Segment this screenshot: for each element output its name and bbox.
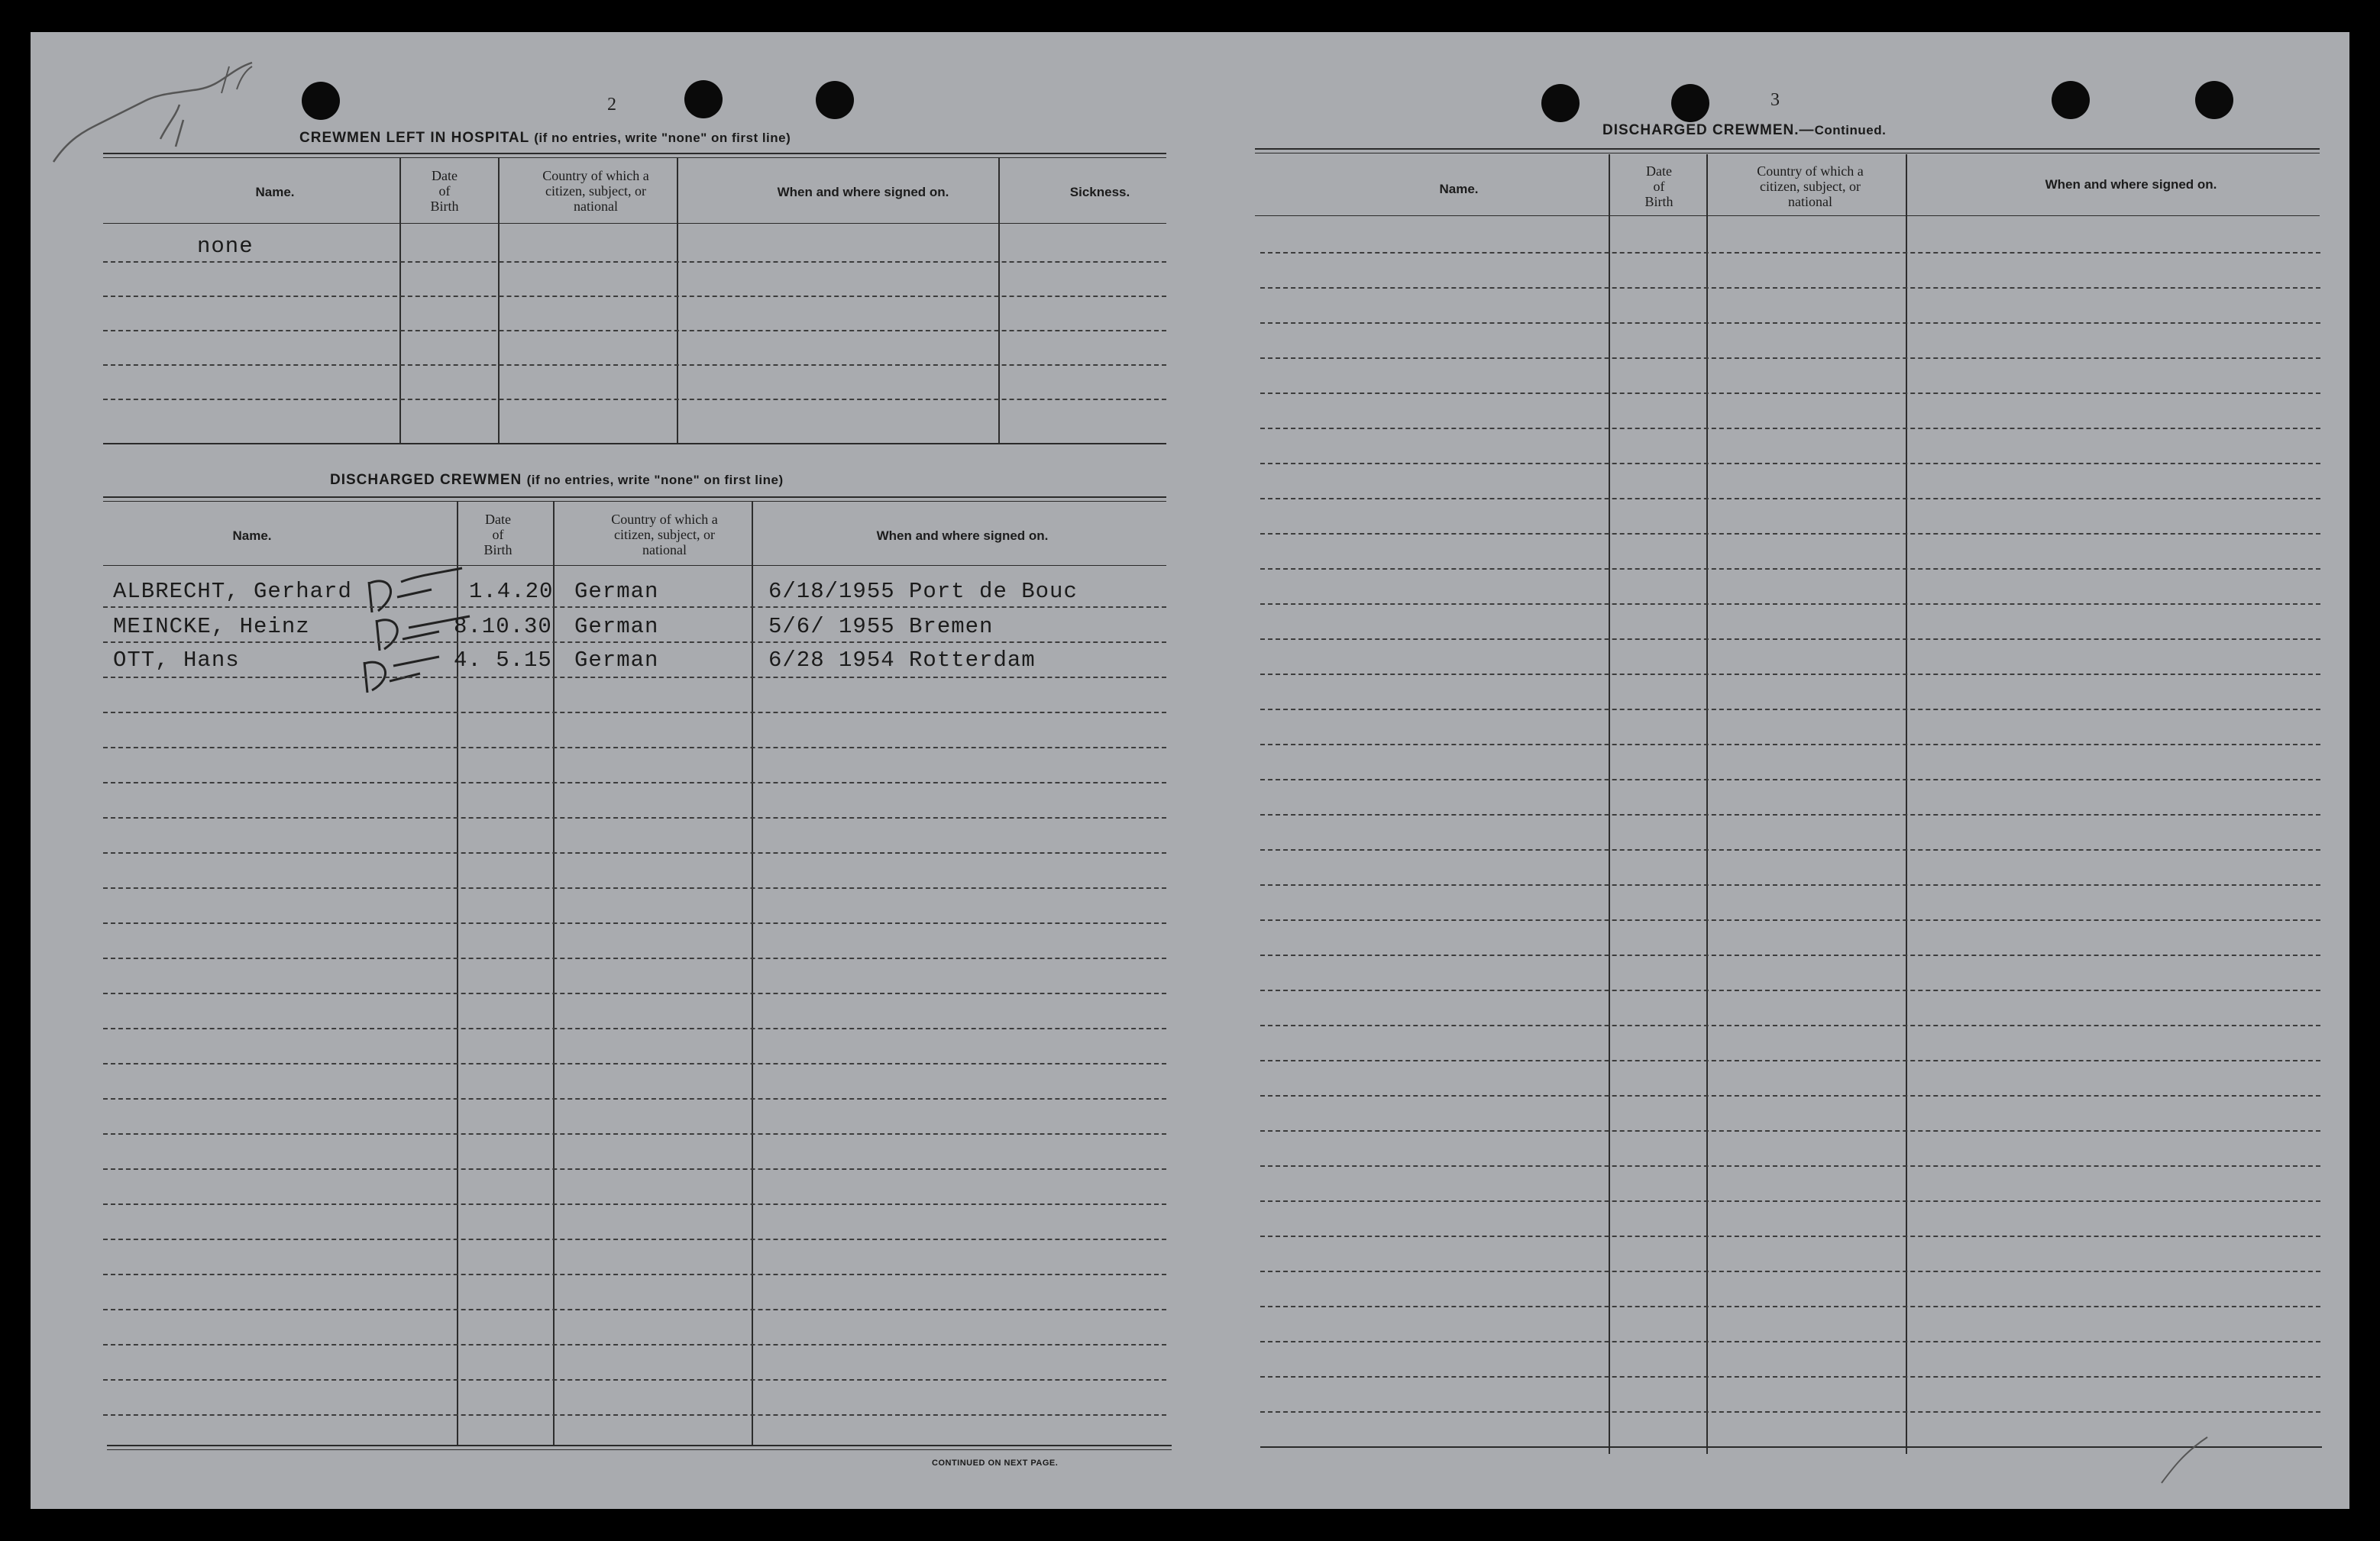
hospital-row-line [103, 399, 1166, 400]
right-row-line [1260, 744, 2320, 745]
punch-hole [1541, 84, 1580, 122]
discharged-row-line [103, 1063, 1166, 1064]
hospital-col-birth: Date of Birth [430, 168, 459, 214]
right-row-line [1260, 252, 2320, 254]
hospital-col-divider [498, 158, 500, 444]
discharged-row-line [103, 1098, 1166, 1100]
hospital-col-divider [399, 158, 401, 444]
discharged-row-line [103, 958, 1166, 959]
right-col-divider [1706, 154, 1708, 1454]
discharged-section-title [330, 472, 784, 489]
right-row-line [1260, 1341, 2320, 1342]
hospital-table-bottom-rule [103, 443, 1166, 444]
hospital-table-top-rule [103, 153, 1166, 154]
right-row-line [1260, 1200, 2320, 1202]
right-section-title [1602, 122, 1886, 139]
right-row-line [1260, 919, 2320, 921]
page-number-left: 2 [607, 95, 616, 115]
discharged-col-divider [752, 502, 753, 1446]
crew-name: MEINCKE, Heinz [113, 614, 310, 639]
right-row-line [1260, 603, 2320, 605]
crew-country: German [574, 579, 659, 604]
discharged-row-line [103, 1379, 1166, 1381]
discharged-row-line [103, 1239, 1166, 1240]
hospital-col-divider [998, 158, 1000, 444]
crew-name: OTT, Hans [113, 648, 240, 673]
right-row-line [1260, 357, 2320, 359]
right-col-signed: When and where signed on. [2045, 177, 2217, 192]
discharged-row-line [103, 1414, 1166, 1416]
discharged-row-line [103, 852, 1166, 854]
discharged-col-country: Country of which a citizen, subject, or national [611, 512, 718, 557]
crew-name: ALBRECHT, Gerhard [113, 579, 352, 604]
right-row-line [1260, 393, 2320, 394]
discharged-row-line [103, 747, 1166, 748]
hospital-instruction: (if no entries, write "none" on first line) [534, 131, 791, 145]
discharged-row-line [103, 1344, 1166, 1346]
discharged-col-signed: When and where signed on. [876, 528, 1049, 543]
punch-hole [2195, 81, 2233, 119]
hospital-header-rule [103, 223, 1166, 224]
right-title-text: DISCHARGED CREWMEN.— [1602, 122, 1815, 138]
discharged-instruction: (if no entries, write "none" on first line) [526, 473, 784, 487]
right-title-suffix: Continued. [1814, 123, 1887, 137]
discharged-table-top-rule [103, 501, 1166, 502]
discharged-title-text: DISCHARGED CREWMEN [330, 472, 522, 488]
hospital-entry-none: none [197, 234, 254, 259]
discharged-row-line [103, 712, 1166, 713]
pencil-stroke [2154, 1430, 2215, 1491]
right-col-birth: Date of Birth [1644, 163, 1673, 209]
discharged-table-bottom-rule [107, 1445, 1172, 1446]
crew-birth: 1.4.20 [469, 579, 554, 604]
right-row-line [1260, 287, 2320, 289]
crew-country: German [574, 614, 659, 639]
document-sheet [31, 32, 2349, 1509]
right-row-line [1260, 1060, 2320, 1061]
discharged-col-birth: Date of Birth [483, 512, 513, 557]
discharged-row-line [103, 1168, 1166, 1170]
discharged-row-line [103, 922, 1166, 924]
right-row-line [1260, 1411, 2320, 1413]
discharged-row-line [103, 1133, 1166, 1135]
discharged-row-line [103, 641, 1166, 643]
right-row-line [1260, 884, 2320, 886]
discharged-row-line [103, 782, 1166, 783]
right-row-line [1260, 955, 2320, 956]
hospital-row-line [103, 296, 1166, 297]
right-row-line [1260, 1306, 2320, 1307]
right-row-line [1260, 533, 2320, 535]
right-row-line [1260, 1376, 2320, 1378]
right-table-top-rule [1255, 148, 2320, 150]
right-row-line [1260, 849, 2320, 851]
right-col-name: Name. [1439, 182, 1479, 196]
hospital-title-text: CREWMEN LEFT IN HOSPITAL [299, 130, 529, 146]
crew-birth: 8.10.30 [454, 614, 552, 639]
hospital-row-line [103, 364, 1166, 366]
page-number-right: 3 [1770, 90, 1780, 110]
right-row-line [1260, 1130, 2320, 1132]
hospital-table-top-rule [103, 157, 1166, 158]
crew-birth: 4. 5.15 [454, 648, 552, 673]
right-row-line [1260, 990, 2320, 991]
hospital-section-title [299, 130, 791, 147]
hospital-col-country: Country of which a citizen, subject, or national [542, 168, 649, 214]
crew-signed-on: 6/28 1954 Rotterdam [768, 648, 1036, 673]
right-row-line [1260, 322, 2320, 324]
right-row-line [1260, 1025, 2320, 1026]
continued-footer: CONTINUED ON NEXT PAGE. [932, 1459, 1059, 1468]
discharged-row-line [103, 817, 1166, 819]
right-row-line [1260, 814, 2320, 816]
right-row-line [1260, 1236, 2320, 1237]
discharged-row-line [103, 993, 1166, 994]
punch-hole [816, 81, 854, 119]
hospital-col-divider [677, 158, 678, 444]
discharged-row-line [103, 1028, 1166, 1029]
hospital-row-line [103, 261, 1166, 263]
punch-hole [302, 82, 340, 120]
discharged-table-bottom-rule [107, 1449, 1172, 1450]
hospital-col-sickness: Sickness. [1069, 185, 1130, 199]
right-row-line [1260, 463, 2320, 464]
right-row-line [1260, 638, 2320, 640]
crew-signed-on: 6/18/1955 Port de Bouc [768, 579, 1078, 604]
discharged-row-line [103, 1203, 1166, 1205]
handwritten-margin-note [46, 47, 275, 200]
right-col-divider [1906, 154, 1907, 1454]
punch-hole [684, 80, 723, 118]
right-col-divider [1609, 154, 1610, 1454]
discharged-col-name: Name. [232, 528, 272, 543]
hospital-col-name: Name. [255, 185, 295, 199]
discharged-header-rule [103, 565, 1166, 566]
discharged-row-line [103, 887, 1166, 889]
hospital-row-line [103, 330, 1166, 331]
right-col-country: Country of which a citizen, subject, or national [1757, 163, 1864, 209]
right-row-line [1260, 1165, 2320, 1167]
discharged-row-line [103, 1274, 1166, 1275]
right-header-rule [1255, 215, 2320, 216]
right-row-line [1260, 498, 2320, 499]
discharged-col-divider [553, 502, 555, 1446]
punch-hole [1671, 84, 1709, 122]
right-row-line [1260, 1095, 2320, 1097]
right-row-line [1260, 1271, 2320, 1272]
handwritten-d-mark [355, 567, 477, 719]
crew-signed-on: 5/6/ 1955 Bremen [768, 614, 994, 639]
discharged-row-line [103, 1309, 1166, 1310]
right-row-line [1260, 568, 2320, 570]
right-row-line [1260, 674, 2320, 675]
discharged-row-line [103, 606, 1166, 608]
punch-hole [2052, 81, 2090, 119]
right-row-line [1260, 779, 2320, 780]
crew-country: German [574, 648, 659, 673]
hospital-col-signed: When and where signed on. [777, 185, 949, 199]
discharged-table-top-rule [103, 496, 1166, 498]
right-row-line [1260, 709, 2320, 710]
right-row-line [1260, 428, 2320, 429]
discharged-row-line [103, 677, 1166, 678]
